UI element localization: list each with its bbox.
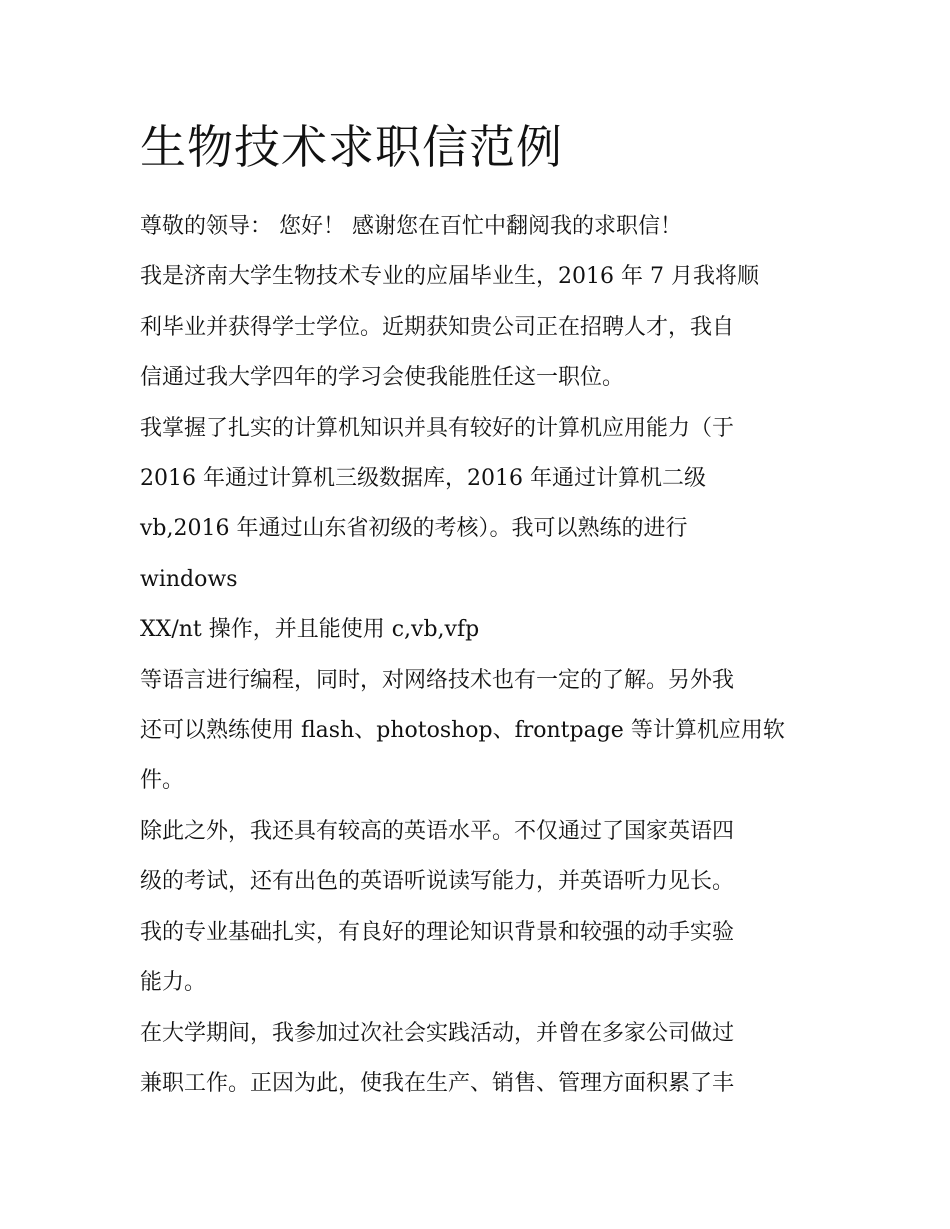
text-line: 尊敬的领导： 您好！ 感谢您在百忙中翻阅我的求职信！ <box>140 214 682 239</box>
text-line: XX/nt 操作，并且能使用 c,vb,vfp <box>140 617 480 643</box>
text-line: 件。 <box>140 768 185 794</box>
text-line: 我掌握了扎实的计算机知识并具有较好的计算机应用能力（于 <box>140 415 735 441</box>
text-line: 我的专业基础扎实，有良好的理论知识背景和较强的动手实验 <box>140 919 735 945</box>
document-title: 生物技术求职信范例 <box>140 120 563 174</box>
text-line: 2016 年通过计算机三级数据库，2016 年通过计算机二级 <box>140 466 706 492</box>
text-line: 等语言进行编程，同时，对网络技术也有一定的了解。另外我 <box>140 667 735 693</box>
text-line: 除此之外，我还具有较高的英语水平。不仅通过了国家英语四 <box>140 818 735 844</box>
text-line: 还可以熟练使用 flash、photoshop、frontpage 等计算机应用软 <box>140 718 785 744</box>
text-line: 我是济南大学生物技术专业的应届毕业生，2016 年 7 月我将顺 <box>140 264 759 290</box>
text-line: 级的考试，还有出色的英语听说读写能力，并英语听力见长。 <box>140 869 735 895</box>
text-line: windows <box>140 566 238 592</box>
text-line: vb,2016 年通过山东省初级的考核）。我可以熟练的进行 <box>140 516 688 542</box>
text-line: 利毕业并获得学士学位。近期获知贵公司正在招聘人才，我自 <box>140 314 735 340</box>
text-line: 能力。 <box>140 970 207 996</box>
text-line: 在大学期间，我参加过次社会实践活动，并曾在多家公司做过 <box>140 1020 735 1046</box>
text-line: 信通过我大学四年的学习会使我能胜任这一职位。 <box>140 365 625 391</box>
document-body <box>140 112 820 1109</box>
letter-text <box>140 202 820 1109</box>
text-line: 兼职工作。正因为此，使我在生产、销售、管理方面积累了丰 <box>140 1070 735 1096</box>
